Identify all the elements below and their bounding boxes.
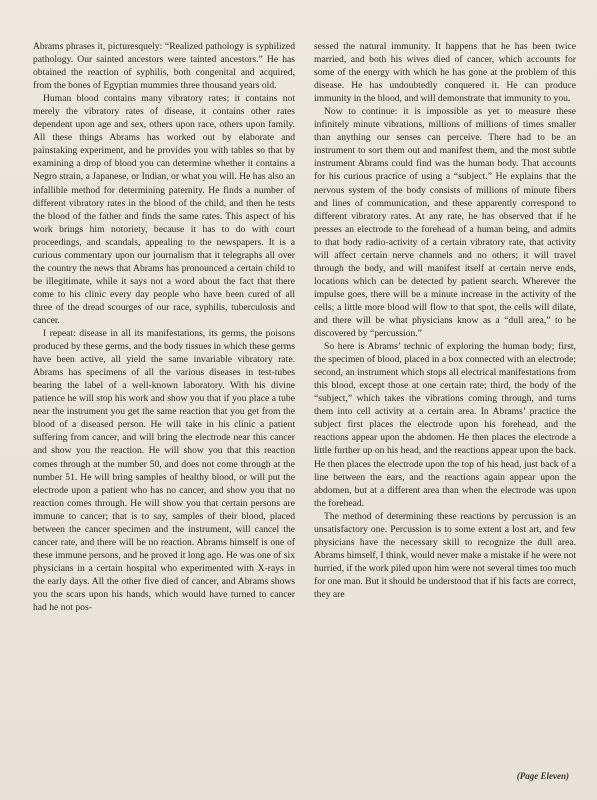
- paragraph: So here is Abrams’ technic of exploring the human body; first, the specimen of blood, placed in a box connected with an electrode; second, an instrument which stops all electrical manifestations from this blood, except those at one certain rate; third, the body of the “subject,” which takes the vibrations coming through, and turns them into cell activity at a certain area. In Abrams’ practice the subject first places the electrode upon his forehead, and the reactions appear upon the abdomen. He then places the electrode a little further up on his head, and the reactions appear upon the back. He then places the electrode upon the top of his head, just back of a line between the ears, and the reactions again appear upon the abdomen, but at a different area than when the electrode was upon the forehead.: [314, 341, 576, 509]
- paragraph: The method of determining these reactions by percussion is an unsatisfactory one. Percussion is to some extent a lost art, and few physicians have the necessary skill to recognize the dull area. Abrams himself, I think, would never make a mistake if he were not hurried, if the work piled upon him were not several times too much for one man. But it should be understood that if his facts are correct, they are: [314, 510, 576, 600]
- left-column: [33, 40, 295, 614]
- paragraph: sessed the natural immunity. It happens that he has been twice married, and both his wives died of cancer, which accounts for some of the energy with which he has gone at the problem of this disease. He has undoubtedly conquered it. He can produce immunity in the blood, and will demonstrate that immunity to you.: [314, 41, 576, 105]
- paragraph: Human blood contains many vibratory rates; it contains not merely the vibratory rates of disease, it contains other rates dependent upon age and sex, others upon race, others upon family. All these things Abrams has worked out by elaborate and painstaking experiment, and he provides you with tables so that by examining a drop of blood you can determine whether it contains a Negro strain, a Japanese, or Indian, or what you will. He has also an infallible method for determining paternity. He finds a number of different vibratory rates in the blood of the child, and then he tests the blood of the father and finds the same rates. This aspect of his work brings him notoriety, because it has to do with court proceedings, and scandals, appealing to the newspapers. It is a curious commentary upon our journalism that it telegraphs all over the country the news that Abrams has pronounced a certain child to be illegitimate, while it says not a word about the fact that there come to his clinic every day people who have been cured of all three of the dread scourges of our race, syphilis, tuberculosis and cancer.: [33, 93, 295, 326]
- right-column: [314, 40, 576, 601]
- paragraph: I repeat: disease in all its manifestations, its germs, the poisons produced by these germs, and the body tissues in which these germs have been active, all yield the same invariable vibratory rate. Abrams has specimens of all the various diseases in test-tubes bearing the label of a well-known laboratory. With his divine patience he will stop his work and show you that if you place a tube near the instrument you get the same reaction that you get from the blood of a diseased person. He will take in his clinic a patient suffering from cancer, and will bring the electrode near this cancer and show you the reaction. He will show you that this reaction comes through at the number 50, and does not come through at the number 51. He will bring samples of healthy blood, or will put the electrode upon a patient who has no cancer, and show you that no reaction comes through. He will show you that certain persons are immune to cancer; that is to say, samples of their blood, placed between the cancer specimen and the instrument, will cancel the cancer rate, and there will be no reaction. Abrams himself is one of these immune persons, and he proved it long ago. He was one of six physicians in a certain hospital who experimented with X-rays in the early days. All the other five died of cancer, and Abrams shows you the scars upon his hands, which would have turned to cancer had he not pos-: [33, 328, 295, 614]
- page-number-footer: (Page Eleven): [516, 771, 569, 781]
- paragraph: Now to continue: it is impossible as yet to measure these infinitely minute vibrations, millions of millions of times smaller than anything our senses can perceive. There had to be an instrument to sort them out and manifest them, and the most subtle instrument Abrams could find was the human body. That accounts for his curious practice of using a “subject.” He explains that the nervous system of the body consists of millions of minute fibers and lines of communication, and these apparently correspond to different vibratory rates. At any rate, he has observed that if he presses an electrode to the forehead of a human being, and admits to that body radio-activity of a certain vibratory rate, that activity will affect certain nerve channels and no others; it will travel through the body, and will manifest itself at certain nerve ends, locations which can be detected by patient search. Wherever the impulse goes, there will be a minute increase in the activity of the cells; a little more blood will flow to that spot, the cells will dilate, and there will be what physicians know as a “dull area,” to be discovered by “percussion.”: [314, 106, 576, 340]
- paragraph: Abrams phrases it, picturesquely: “Realized pathology is syphilized pathology. Our sainted ancestors were tainted ancestors.” He has obtained the reaction of syphilis, both congenital and acquired, from the bones of Egyptian mummies three thousand years old.: [33, 41, 295, 92]
